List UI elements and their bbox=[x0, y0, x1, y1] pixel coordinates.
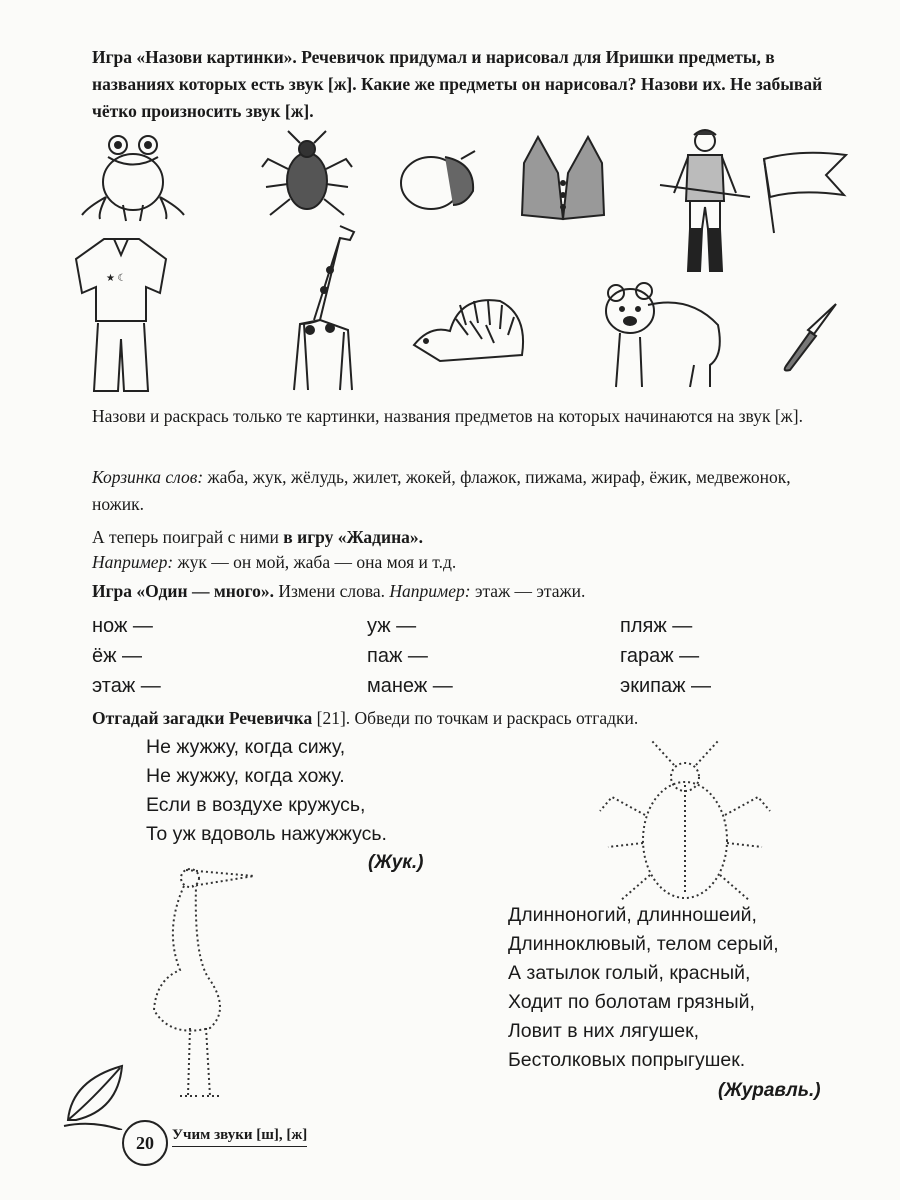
word-basket bbox=[92, 464, 840, 518]
flag-icon bbox=[760, 145, 850, 235]
game-title: Игра «Назови картинки». bbox=[92, 47, 297, 67]
riddles-ref: [21]. Обведи по точкам и раскрась отгадки. bbox=[312, 708, 639, 728]
riddle-2-answer: (Журавль.) bbox=[718, 1080, 821, 1101]
riddle-2-line-6: Бестолковых попрыгушек. bbox=[508, 1049, 746, 1071]
greedy-example-text: жук — он мой, жаба — она моя и т.д. bbox=[173, 552, 457, 572]
intro-paragraph bbox=[92, 44, 840, 125]
bear-cub-icon bbox=[590, 275, 730, 390]
dotted-crane-icon bbox=[150, 860, 260, 1100]
beetle-icon bbox=[260, 129, 355, 219]
word-col2-1: уж — bbox=[367, 615, 417, 637]
knife-icon bbox=[780, 300, 840, 375]
riddle-2-line-5: Ловит в них лягушек, bbox=[508, 1020, 700, 1042]
riddles-heading bbox=[92, 705, 840, 731]
vest-icon bbox=[518, 133, 608, 223]
riddle-2-line-4: Ходит по болотам грязный, bbox=[508, 991, 755, 1013]
greedy-example-label: Например: bbox=[92, 552, 174, 572]
frog-icon bbox=[78, 127, 188, 222]
word-col1-3: этаж — bbox=[92, 675, 161, 697]
dotted-beetle-icon bbox=[590, 735, 780, 905]
riddle-1 bbox=[146, 733, 387, 849]
riddle-1-line-1: Не жужжу, когда сижу, bbox=[146, 736, 346, 758]
word-columns bbox=[92, 615, 812, 705]
riddle-2-line-3: А затылок голый, красный, bbox=[508, 962, 751, 984]
footer-title: Учим звуки [ш], [ж] bbox=[172, 1127, 307, 1147]
one-many-example-label: Например: bbox=[389, 581, 471, 601]
one-many-example-text: этаж — этажи. bbox=[470, 581, 586, 601]
pajamas-icon bbox=[74, 235, 169, 395]
word-col3-1: пляж — bbox=[620, 615, 693, 637]
pictures-grid bbox=[70, 125, 850, 395]
riddle-1-line-3: Если в воздухе кружусь, bbox=[146, 794, 366, 816]
intro-text: Речевичок придумал и нарисовал для Иришки предметы, в названиях которых есть звук [ж]. Какие же предметы он нарисовал? Назови их. Не забывай чётко произносить звук [ж]. bbox=[92, 47, 823, 121]
page-number: 20 bbox=[122, 1120, 168, 1166]
basket-text: жаба, жук, жёлудь, жилет, жокей, флажок, пижама, жираф, ёжик, медвежонок, ножик. bbox=[92, 467, 791, 514]
leaf-icon bbox=[62, 1060, 142, 1130]
greedy-game bbox=[92, 525, 840, 575]
word-col1-2: ёж — bbox=[92, 645, 143, 667]
task-color-paragraph: Назови и раскрась только те картинки, названия предметов на которых начинаются на звук [ж]. bbox=[92, 406, 803, 426]
acorn-icon bbox=[395, 143, 485, 215]
riddle-1-line-2: Не жужжу, когда хожу. bbox=[146, 765, 345, 787]
riddle-1-line-4: То уж вдоволь нажужжусь. bbox=[146, 823, 387, 845]
basket-label: Корзинка слов: bbox=[92, 467, 204, 487]
one-many-title: Игра «Один — много». bbox=[92, 581, 274, 601]
riddles-title: Отгадай загадки Речевичка bbox=[92, 708, 313, 728]
greedy-game-title: в игру «Жадина». bbox=[283, 527, 424, 547]
word-col2-2: паж — bbox=[367, 645, 428, 667]
jockey-icon bbox=[650, 125, 760, 275]
hedgehog-icon bbox=[410, 285, 530, 370]
one-many-game bbox=[92, 578, 840, 604]
word-col1-1: нож — bbox=[92, 615, 153, 637]
word-col3-3: экипаж — bbox=[620, 675, 712, 697]
one-many-text: Измени слова. bbox=[273, 581, 390, 601]
riddle-2-line-2: Длинноклювый, телом серый, bbox=[508, 933, 779, 955]
word-col3-2: гараж — bbox=[620, 645, 700, 667]
riddle-1-answer: (Жук.) bbox=[368, 852, 424, 873]
svg-text:★ ☾: ★ ☾ bbox=[106, 273, 127, 284]
greedy-intro: А теперь поиграй с ними bbox=[92, 527, 284, 547]
riddle-2 bbox=[508, 901, 779, 1075]
giraffe-icon bbox=[270, 220, 370, 395]
word-col2-3: манеж — bbox=[367, 675, 453, 697]
riddle-2-line-1: Длинноногий, длинношеий, bbox=[508, 904, 757, 926]
